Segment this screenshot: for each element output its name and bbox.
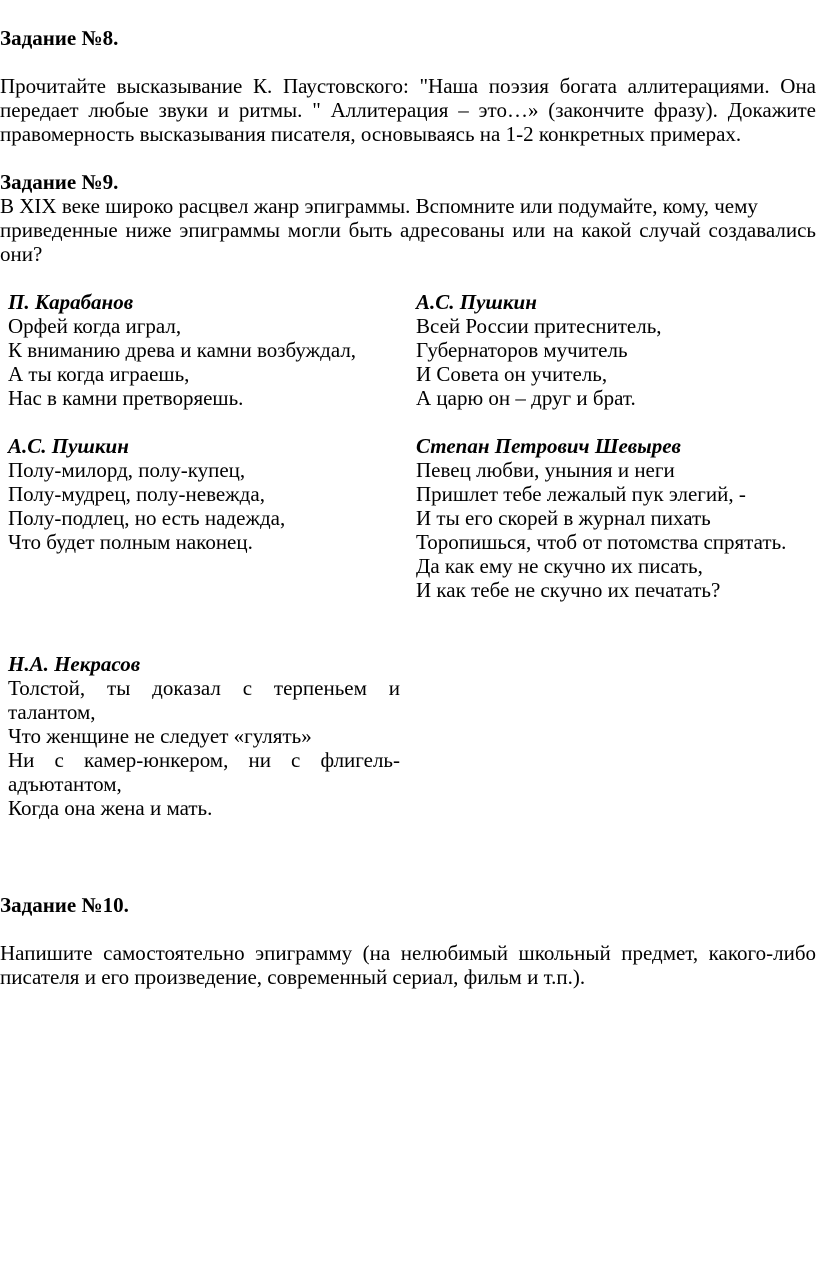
task9-line: В XIX веке широко расцвел жанр эпиграммы. Вспомните или подумайте, кому, чему (0, 194, 758, 218)
epigram-verse: Ни с камер-юнкером, ни с флигель- (8, 748, 400, 772)
task8-text (0, 74, 816, 146)
epigram-verse: И ты его скорей в журнал пихать (416, 506, 711, 530)
epigram-shevyrev (416, 434, 808, 602)
epigram-verse: Нас в камни претворяешь. (8, 386, 244, 410)
epigram-pushkin-1 (416, 290, 808, 410)
task10-line: писателя и его произведение, современный сериал, фильм и т.п.). (0, 965, 586, 989)
epigram-pushkin-2 (8, 434, 400, 554)
epigram-author: П. Карабанов (8, 290, 134, 314)
epigram-verse: Толстой, ты доказал с терпеньем и (8, 676, 400, 700)
epigram-author: А.С. Пушкин (8, 434, 129, 458)
epigram-verse: Всей России притеснитель, (416, 314, 662, 338)
epigram-verse: Певец любви, уныния и неги (416, 458, 675, 482)
task9-line: они? (0, 242, 43, 266)
epigram-verse: Пришлет тебе лежалый пук элегий, - (416, 482, 746, 506)
epigram-verse: Губернаторов мучитель (416, 338, 628, 362)
epigram-author: Степан Петрович Шевырев (416, 434, 681, 458)
epigram-verse: К вниманию древа и камни возбуждал, (8, 338, 357, 362)
task10-line: Напишите самостоятельно эпиграмму (на нелюбимый школьный предмет, какого-либо (0, 941, 816, 965)
epigram-verse: Орфей когда играл, (8, 314, 182, 338)
task10-text (0, 941, 816, 989)
epigram-verse: Что женщине не следует «гулять» (8, 724, 312, 748)
task9-line: приведенные ниже эпиграммы могли быть адресованы или на какой случай создавались (0, 218, 816, 242)
epigram-karabanov (8, 290, 400, 410)
epigram-verse: Когда она жена и мать. (8, 796, 213, 820)
task8-line: передает любые звуки и ритмы. " Аллитерация – это…» (закончите фразу). Докажите (0, 98, 816, 122)
epigram-verse: Что будет полным наконец. (8, 530, 253, 554)
task8-heading: Задание №8. (0, 26, 119, 50)
epigram-verse: И Совета он учитель, (416, 362, 608, 386)
task8-line: правомерность высказывания писателя, основываясь на 1-2 конкретных примерах. (0, 122, 742, 146)
epigram-verse: А царю он – друг и брат. (416, 386, 636, 410)
epigram-verse: талантом, (8, 700, 96, 724)
epigram-verse: И как тебе не скучно их печатать? (416, 578, 721, 602)
epigram-author: Н.А. Некрасов (8, 652, 141, 676)
task9-text (0, 194, 816, 266)
epigram-verse: Полу-милорд, полу-купец, (8, 458, 246, 482)
epigram-verse: Торопишься, чтоб от потомства спрятать. (416, 530, 787, 554)
epigram-verse: адъютантом, (8, 772, 122, 796)
epigram-verse: А ты когда играешь, (8, 362, 190, 386)
epigram-author: А.С. Пушкин (416, 290, 537, 314)
task9-heading: Задание №9. (0, 170, 119, 194)
epigram-verse: Полу-подлец, но есть надежда, (8, 506, 286, 530)
epigram-nekrasov (8, 652, 400, 820)
epigram-verse: Полу-мудрец, полу-невежда, (8, 482, 265, 506)
task10-heading: Задание №10. (0, 893, 129, 917)
task8-line: Прочитайте высказывание К. Паустовского: "Наша поэзия богата аллитерациями. Она (0, 74, 816, 98)
epigram-verse: Да как ему не скучно их писать, (416, 554, 703, 578)
